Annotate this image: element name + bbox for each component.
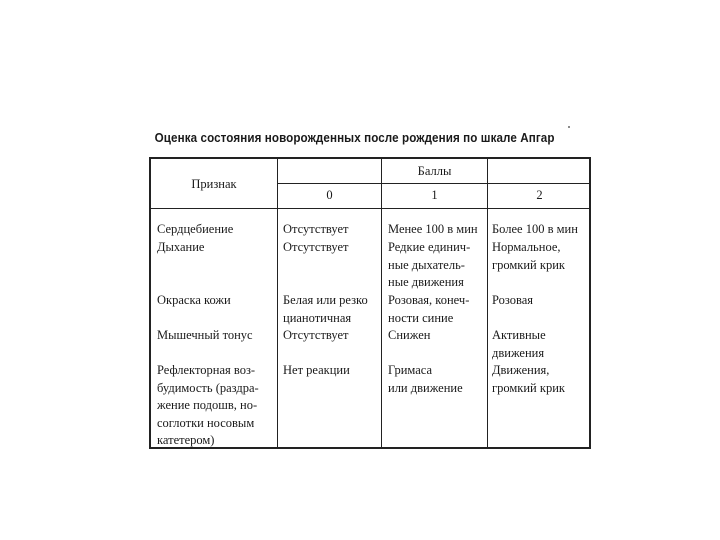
header-bottom-line [151,208,589,209]
header-score-2: 2 [536,188,543,202]
row-tone-sign: Мышечный тонус [157,328,253,342]
row-skin-s0: Белая или резко цианотичная [283,293,368,325]
row-heartbeat-s1: Менее 100 в мин [388,222,478,236]
row-breathing-sign: Дыхание [157,240,205,254]
row-breathing-s2: Нормальное, громкий крик [492,240,565,272]
header-score-0: 0 [326,188,333,202]
row-heartbeat-s0: Отсутствует [283,222,349,236]
row-breathing-s1: Редкие единич- ные дыхатель- ные движения [388,240,471,289]
header-score-1: 1 [431,188,438,202]
scores-subheader-line [277,183,589,184]
row-tone-s2: Активные движения [492,328,546,360]
apgar-table [149,157,591,449]
row-breathing-s0: Отсутствует [283,240,349,254]
row-skin-s1: Розовая, конеч- ности синие [388,293,470,325]
row-tone-s0: Отсутствует [283,328,349,342]
row-skin-s2: Розовая [492,293,534,307]
scan-speck [568,126,570,128]
table-title: Оценка состояния новорожденных после рождения по шкале Апгар [154,131,555,145]
row-reflex-s1: Гримаса или движение [388,363,463,395]
row-tone-s1: Снижен [388,328,431,342]
row-heartbeat-sign: Сердцебиение [157,222,234,236]
row-reflex-sign: Рефлекторная воз- будимость (раздра- жение подошв, но- соглотки носовым катетером) [157,363,259,447]
header-sign: Признак [191,177,237,191]
row-skin-sign: Окраска кожи [157,293,231,307]
row-reflex-s2: Движения, громкий крик [492,363,565,395]
row-heartbeat-s2: Более 100 в мин [492,222,578,236]
header-scores: Баллы [417,164,452,178]
row-reflex-s0: Нет реакции [283,363,350,377]
